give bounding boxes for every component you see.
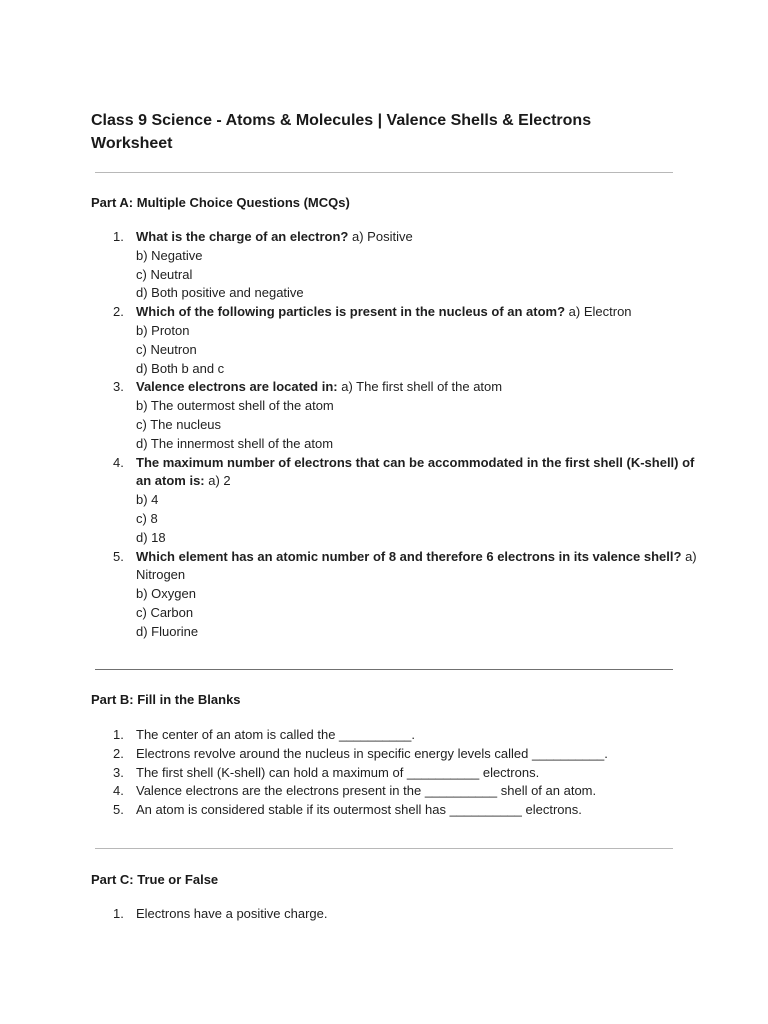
option-a: a) Nitrogen	[136, 548, 697, 583]
item-number: 1.	[113, 906, 124, 921]
part-c-heading: Part C: True or False	[91, 872, 219, 887]
option-b: b) Oxygen	[136, 586, 196, 602]
option-b: b) Negative	[136, 247, 203, 263]
item-number: 1.	[113, 727, 124, 742]
blank-text: An atom is considered stable if its outermost shell has __________ electrons.	[136, 802, 582, 818]
option-b: b) The outermost shell of the atom	[136, 398, 334, 414]
blank-item-1	[0, 726, 700, 745]
question-text: Which of the following particles is present in the nucleus of an atom?	[136, 304, 566, 320]
option-b: b) 4	[136, 492, 159, 508]
mcq-question-5	[0, 548, 700, 642]
option-c: c) Neutron	[136, 341, 197, 357]
worksheet-title: Class 9 Science - Atoms & Molecules | Valence Shells & Electrons Worksheet	[91, 112, 592, 152]
item-number: 5.	[113, 802, 124, 818]
part-b-blank-list	[0, 726, 700, 820]
option-d: d) Both b and c	[136, 360, 225, 376]
true-false-item-1	[0, 905, 700, 924]
statement-text: Electrons have a positive charge.	[136, 906, 328, 921]
option-c: c) The nucleus	[136, 416, 222, 432]
question-text: The maximum number of electrons that can be accommodated in the first shell (K-shell) of an atom is:	[136, 454, 695, 489]
question-text: Which element has an atomic number of 8 and therefore 6 electrons in its valence shell?	[136, 548, 682, 564]
option-d: d) Both positive and negative	[136, 285, 304, 301]
option-a: a) 2	[208, 473, 231, 489]
option-a: a) Electron	[568, 304, 632, 320]
blank-item-5	[0, 801, 700, 820]
blank-text: The center of an atom is called the __________.	[136, 727, 415, 742]
option-a: a) Positive	[352, 229, 413, 244]
option-d: d) 18	[136, 529, 166, 545]
part-c-true-false-list	[0, 905, 700, 924]
question-number: 4.	[113, 454, 124, 470]
blank-text: The first shell (K-shell) can hold a maximum of __________ electrons.	[136, 764, 540, 780]
item-number: 3.	[113, 764, 124, 780]
question-text: What is the charge of an electron?	[136, 229, 349, 244]
mcq-question-3	[0, 378, 700, 453]
question-number: 3.	[113, 379, 124, 395]
blank-item-4	[0, 782, 700, 801]
option-a: a) The first shell of the atom	[341, 379, 503, 395]
part-a-question-list	[0, 228, 700, 642]
divider-title	[95, 172, 673, 173]
divider-part-a	[95, 669, 673, 670]
question-number: 5.	[113, 548, 124, 564]
mcq-question-4	[0, 454, 700, 548]
mcq-question-2	[0, 303, 700, 378]
blank-text: Electrons revolve around the nucleus in specific energy levels called __________.	[136, 745, 608, 761]
mcq-question-1	[0, 228, 700, 303]
blank-text: Valence electrons are the electrons present in the __________ shell of an atom.	[136, 783, 597, 799]
question-text: Valence electrons are located in:	[136, 379, 338, 395]
option-d: d) The innermost shell of the atom	[136, 435, 334, 451]
divider-part-b	[95, 848, 673, 849]
blank-item-3	[0, 764, 700, 783]
item-number: 2.	[113, 745, 124, 761]
item-number: 4.	[113, 783, 124, 799]
option-d: d) Fluorine	[136, 623, 199, 639]
option-c: c) 8	[136, 510, 158, 526]
blank-item-2	[0, 745, 700, 764]
part-b-heading: Part B: Fill in the Blanks	[91, 692, 241, 707]
option-b: b) Proton	[136, 322, 190, 338]
option-c: c) Carbon	[136, 604, 194, 620]
question-number: 1.	[113, 229, 124, 244]
question-number: 2.	[113, 304, 124, 320]
option-c: c) Neutral	[136, 266, 193, 282]
part-a-heading: Part A: Multiple Choice Questions (MCQs)	[91, 195, 350, 210]
